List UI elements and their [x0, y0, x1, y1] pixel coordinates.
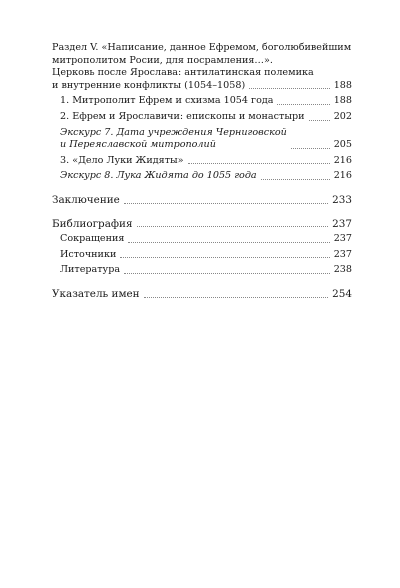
section-heading — [52, 42, 352, 92]
toc-entry-title: Указатель имен — [52, 287, 140, 300]
dot-leader — [137, 226, 329, 227]
dot-leader — [249, 88, 330, 89]
dot-leader — [291, 148, 330, 149]
section-heading-line: и внутренние конфликты (1054–1058) — [52, 79, 246, 91]
toc-entry-title: Источники — [60, 248, 117, 260]
page-number: 237 — [332, 217, 352, 230]
section-heading-line: Церковь после Ярослава: антилатинская полемика — [52, 67, 314, 79]
toc-entry-sources[interactable] — [52, 249, 352, 262]
toc-entry-title: Заключение — [52, 193, 120, 206]
page-number: 202 — [333, 110, 352, 122]
page-number: 237 — [333, 233, 352, 245]
dot-leader — [124, 203, 328, 204]
dot-leader — [277, 104, 329, 105]
section-heading-line: Раздел V. «Написание, данное Ефремом, боголюбивейшим — [52, 42, 352, 53]
toc-entry-abbreviations[interactable] — [52, 233, 352, 246]
page-number: 254 — [332, 287, 352, 300]
dot-leader — [128, 242, 329, 243]
dot-leader — [144, 297, 329, 298]
toc-entry-literature[interactable] — [52, 264, 352, 277]
section-heading-last-row — [52, 80, 352, 93]
toc-entry-title — [60, 127, 287, 152]
toc-entry-title: 3. «Дело Луки Жидяты» — [60, 154, 184, 166]
toc-entry-bibliography[interactable] — [52, 218, 352, 231]
dot-leader — [188, 163, 330, 164]
dot-leader — [309, 120, 330, 121]
toc-entry-title-line: Экскурс 7. Дата учреждения Черниговской — [60, 126, 287, 138]
page-number: 216 — [333, 170, 352, 182]
toc-entry-title: 1. Митрополит Ефрем и схизма 1054 года — [60, 95, 274, 107]
page-number: 233 — [332, 193, 352, 206]
toc-entry-title: Сокращения — [60, 233, 125, 245]
page-number: 188 — [333, 79, 352, 91]
page-number: 216 — [333, 154, 352, 166]
toc-entry-chapter-1[interactable] — [52, 95, 352, 108]
toc-entry-chapter-3[interactable] — [52, 155, 352, 168]
dot-leader — [124, 273, 330, 274]
toc-entry-index[interactable] — [52, 288, 352, 301]
dot-leader — [120, 257, 329, 258]
page-number: 205 — [333, 139, 352, 151]
toc-entry-title: Литература — [60, 264, 121, 276]
page-number: 188 — [333, 95, 352, 107]
toc-entry-title-line: и Переяславской митрополий — [60, 139, 216, 151]
toc-entry-title: 2. Ефрем и Ярославичи: епископы и монастыри — [60, 110, 305, 122]
page-number: 238 — [333, 264, 352, 276]
toc-entry-title: Библиография — [52, 217, 133, 230]
page-number: 237 — [333, 248, 352, 260]
toc-entry-excursus-7[interactable] — [52, 127, 352, 152]
section-heading-line: митрополитом Росии, для посрамления…». — [52, 54, 273, 66]
dot-leader — [261, 179, 330, 180]
toc-entry-title: Экскурс 8. Лука Жидята до 1055 года — [60, 170, 257, 182]
toc-entry-chapter-2[interactable] — [52, 111, 352, 124]
toc-entry-excursus-8[interactable] — [52, 170, 352, 183]
toc-entry-conclusion[interactable] — [52, 194, 352, 207]
table-of-contents — [52, 42, 352, 301]
